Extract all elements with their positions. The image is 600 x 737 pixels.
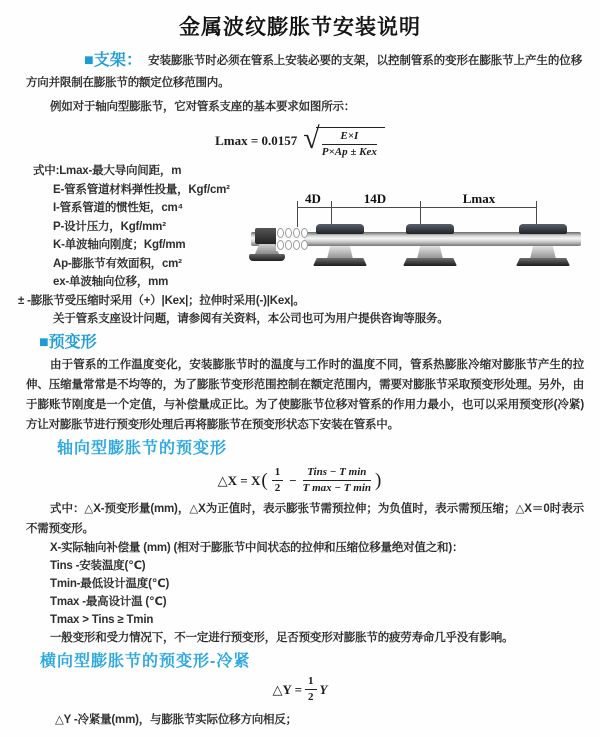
fraction-denominator: P×Ap ± Kex — [321, 145, 377, 158]
axial-explanation-paragraph: 式中：△X-预变形量(mm)，△X为正值时，表示膨张节需预拉伸；为负值时，表示需预压缩；△X＝0时表示不需预变形。 — [26, 502, 584, 535]
open-paren: ( — [261, 470, 268, 491]
axial-subsection-heading: 轴向型膨胀节的预变形 — [57, 439, 228, 457]
support-saddle — [519, 224, 567, 234]
axial-item: Tmax > Tins ≥ Tmin — [50, 613, 154, 626]
axial-note-line: 一般变形和受力情况下，不一定进行预变形，足否预变形对膨胀节的疲劳寿命几乎没有影响。 — [50, 631, 514, 644]
support-intro-text: 安装膨胀节时必须在管系上安装必要的支架，以控制管系的变形在膨胀节上产生的位移方向并限制在膨胀节的额定位移范围内。 — [26, 55, 582, 89]
lateral-subsection-heading: 横向型膨胀节的预变形-冷紧 — [40, 652, 251, 670]
definition-row: K-单波轴向刚度；Kgf/mm — [53, 239, 186, 251]
definition-row: P-设计压力，Kgf/mm² — [53, 220, 166, 233]
close-paren: ) — [375, 470, 382, 491]
support-note-line: 关于管系支座设计问题，请参阅有关资料，本公司也可为用户提供咨询等服务。 — [53, 313, 449, 325]
axial-symbol-list — [50, 539, 600, 629]
support-base — [403, 258, 457, 266]
axial-item: Tins -安装温度(℃) — [50, 559, 146, 572]
definition-row: E-管系管道材料弹性投量，Kgf/cm² — [53, 183, 230, 196]
fraction-half: $\frac{1}{2}$ — [305, 675, 317, 704]
fraction-half: $\frac{1}{2}$ — [272, 466, 284, 495]
pipe-support-diagram — [245, 190, 595, 290]
fraction — [322, 130, 377, 159]
dim-label-4d: 4D — [305, 191, 321, 206]
bellows-icon — [276, 227, 304, 251]
lateral-preset-formula — [0, 676, 600, 704]
definition-row: ± -膨胀节受压缩时采用（+）|Kex|；拉伸时采用(-)|Kex|。 — [18, 294, 305, 307]
support-saddle — [316, 224, 364, 234]
axial-item: Tmin-最低设计温度(℃) — [50, 577, 170, 590]
axial-item: Tmax -最高设计温 (℃) — [50, 595, 167, 608]
dim-label-14d: 14D — [363, 191, 387, 206]
minus-operator: − — [289, 472, 297, 488]
support-stem — [417, 246, 443, 259]
support-intro-paragraph — [26, 50, 582, 94]
pipe-support — [312, 224, 368, 268]
dim-label-lmax: Lmax — [462, 191, 496, 206]
temperature-fraction: $\frac{\text{Tins − T min}}{\text{T max − T min}}$ — [302, 466, 371, 494]
support-base — [313, 258, 367, 266]
definition-row: ex-单波轴向位移，mm — [53, 276, 169, 288]
radical-icon: √ — [303, 121, 320, 155]
preset-paragraph: 由于管系的工作温度变化，安装膨胀节时的温度与工作时的温度不同，管系热膨胀冷缩对膨胀节产生的拉伸、压缩量常常是不均等的，为了膨胀节变形范围控制在额定范围内，需要对膨胀节采取预变形处理。另外，由于膨账节刚度是一个定值，与补偿量成正比。为了使膨胀节位移对管系的作用力最小，也可以采用预变形(冷紧)方让对膨胀节进行预变形处理后再将膨胀节在预变形状态下安装在管系中。 — [26, 358, 584, 431]
guide-spacing-formula — [0, 122, 600, 160]
pipe-support — [402, 224, 458, 268]
support-stem — [530, 246, 556, 259]
formula-lhs: △Y = — [272, 681, 303, 697]
support-section-heading: ■支架： — [84, 52, 143, 69]
formula-lhs: △X = X — [217, 472, 261, 488]
preset-section-heading: ■预变形 — [39, 333, 97, 351]
definition-row: 式中:Lmax-最大导向间距，m — [33, 165, 182, 177]
axial-item: X-实际轴向补偿量 (mm) (相对于膨胀节中间状态的拉伸和压缩位移量绝对值之和)： — [50, 541, 464, 554]
bellows-coil-row — [277, 240, 308, 250]
support-stem — [327, 246, 353, 259]
dimension-line — [297, 207, 536, 208]
support-saddle — [406, 224, 454, 234]
anchor-base — [249, 254, 285, 261]
fraction-numerator: E×I — [322, 130, 377, 145]
support-example-line: 例如对于轴向型膨胀节，它对管系支座的基本要求如图所示： — [50, 101, 356, 113]
bellows-coil-row — [277, 228, 308, 238]
definition-row: I-管系管道的惯性矩，cm⁴ — [53, 202, 184, 214]
support-base — [516, 258, 570, 266]
pipe-support — [515, 224, 571, 268]
formula-lhs: Lmax = 0.0157 — [215, 133, 298, 148]
page-title: 金属波纹膨胀节安装说明 — [179, 16, 421, 39]
axial-preset-formula — [0, 465, 600, 497]
lateral-item-line: △Y -冷紧量(mm)，与膨胀节实际位移方向相反； — [55, 713, 297, 726]
formula-rhs: Y — [319, 681, 328, 697]
radicand — [316, 127, 385, 159]
definition-row: Ap-膨胀节有效面积，cm² — [53, 257, 182, 270]
square-root — [303, 121, 385, 159]
